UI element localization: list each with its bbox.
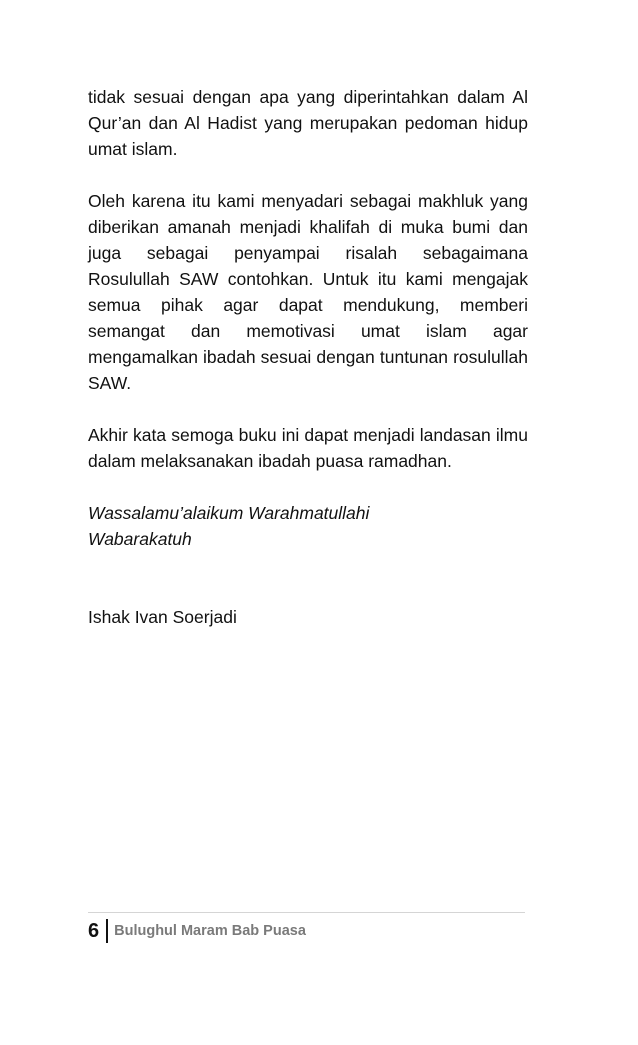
paragraph-3: Akhir kata semoga buku ini dapat menjadi landasan ilmu dalam melaksanakan ibadah puasa ramadhan. bbox=[88, 425, 528, 471]
page-footer bbox=[88, 912, 525, 943]
paragraph-1: tidak sesuai dengan apa yang diperintahkan dalam Al Qur’an dan Al Hadist yang merupakan pedoman hidup umat islam. bbox=[88, 87, 528, 159]
book-title: Bulughul Maram Bab Puasa bbox=[114, 923, 306, 939]
closing-greeting-line-1: Wassalamu’alaikum Warahmatullahi bbox=[88, 503, 370, 523]
closing-greeting bbox=[88, 500, 528, 552]
paragraph-2: Oleh karena itu kami menyadari sebagai makhluk yang diberikan amanah menjadi khalifah di muka bumi dan juga sebagai penyampai risalah sebagaimana Rosulullah SAW contohkan. Untuk itu kami mengajak semua pihak agar dapat mendukung, memberi semangat dan memotivasi umat islam agar mengamalkan ibadah sesuai dengan tuntunan rosulullah SAW. bbox=[88, 191, 528, 393]
page-body bbox=[88, 84, 528, 656]
page-number: 6 bbox=[88, 919, 108, 943]
author-signature: Ishak Ivan Soerjadi bbox=[88, 607, 237, 627]
closing-greeting-line-2: Wabarakatuh bbox=[88, 529, 192, 549]
